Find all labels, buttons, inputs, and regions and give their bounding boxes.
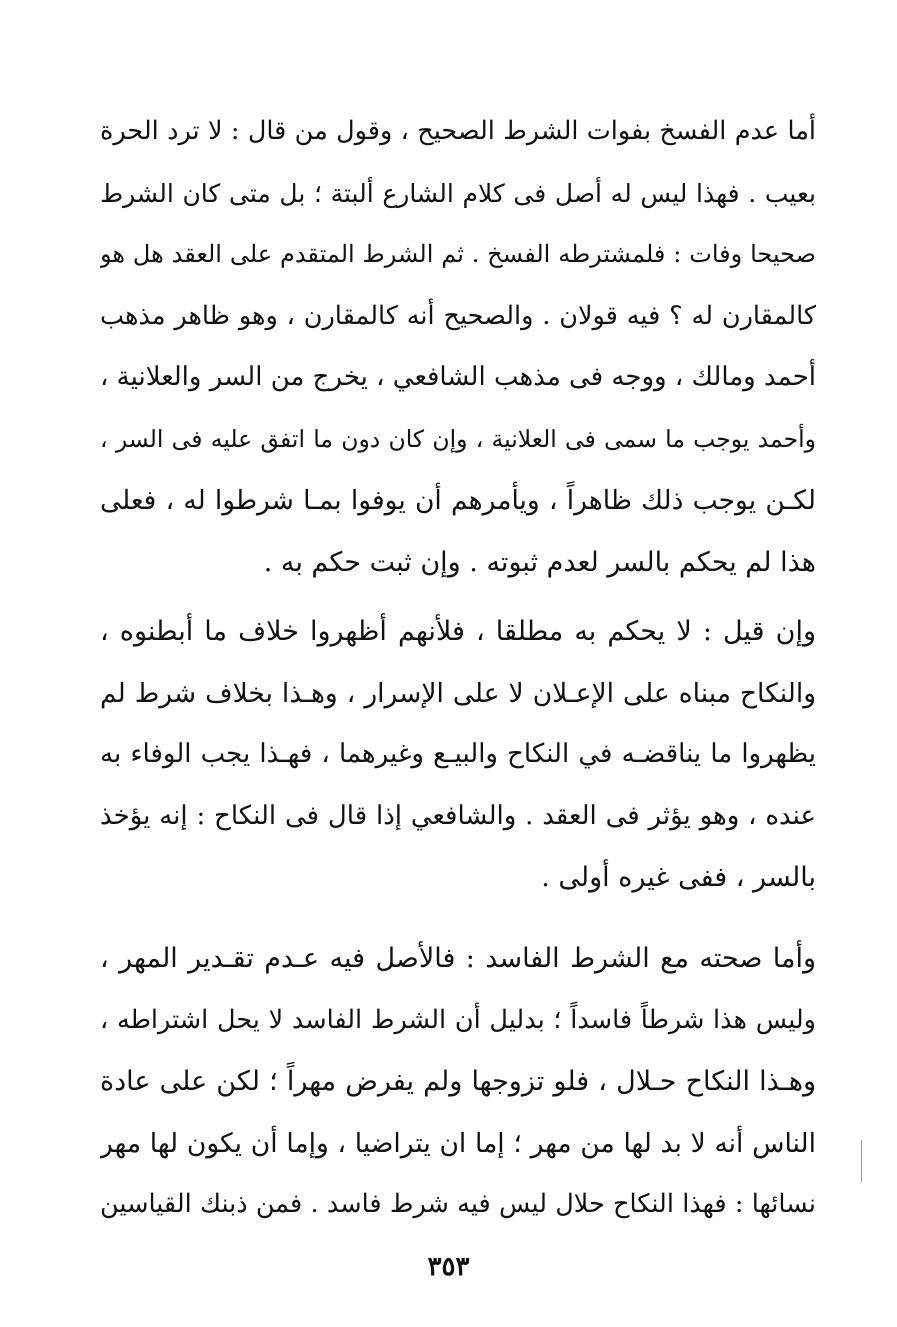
text-line: نسائها : فهذا النكاح حلال ليس فيه شرط فاسد . فمن ذبنك القياسين bbox=[100, 1189, 816, 1219]
margin-mark bbox=[861, 1140, 862, 1182]
text-line: أحمد ومالك ، ووجه فى مذهب الشافعي ، يخرج من السر والعلانية ، bbox=[100, 362, 816, 392]
paragraph-3 bbox=[100, 928, 816, 1236]
text-line: أما عدم الفسخ بفوات الشرط الصحيح ، وقول من قال : لا ترد الحرة bbox=[100, 116, 816, 146]
text-line: بالسر ، ففى غيره أولى . bbox=[541, 862, 816, 893]
text-line: الناس أنه لا بد لها من مهر ؛ إما ان يتراضيا ، وإما أن يكون لها مهر bbox=[100, 1127, 816, 1159]
text-line: وليس هذا شرطاً فاسداً ؛ بدليل أن الشرط الفاسد لا يحل اشتراطه ، bbox=[100, 1004, 816, 1035]
page-number: ٣٥٣ bbox=[427, 1252, 470, 1282]
text-line: بعيب . فهذا ليس له أصل فى كلام الشارع ألبتة ؛ بل متى كان الشرط bbox=[100, 178, 816, 208]
text-line: عنده ، وهو يؤثر فى العقد . والشافعي إذا قال فى النكاح : إنه يؤخذ bbox=[100, 800, 816, 831]
text-line: وهـذا النكاح حـلال ، فلو تزوجها ولم يفرض مهراً ؛ لكن على عادة bbox=[100, 1066, 816, 1097]
text-line: وأما صحته مع الشرط الفاسد : فالأصل فيه عـدم تقـدير المهر ، bbox=[100, 943, 816, 974]
paragraph-1 bbox=[100, 101, 816, 593]
text-line: وإن قيل : لا يحكم به مطلقا ، فلأنهم أظهروا خلاف ما أبطنوه ، bbox=[100, 616, 816, 647]
text-line: يظهروا ما يناقضـه في النكاح والبيـع وغيرهما ، فهـذا يجب الوفاء به bbox=[100, 739, 816, 769]
text-line: لكـن يوجب ذلك ظاهراً ، ويأمرهم أن يوفوا بمـا شرطوا له ، فعلى bbox=[100, 485, 816, 516]
text-line: صحيحا وفات : فلمشترطه الفسخ . ثم الشرط المتقدم على العقد هل هو bbox=[100, 240, 816, 268]
text-line: هذا لم يحكم بالسر لعدم ثبوته . وإن ثبت حكم به . bbox=[263, 546, 816, 578]
text-line: والنكاح مبناه على الإعـلان لا على الإسرار ، وهـذا بخلاف شرط لم bbox=[100, 677, 816, 709]
paragraph-2 bbox=[100, 601, 816, 909]
text-line: وأحمد يوجب ما سمى فى العلانية ، وإن كان دون ما اتفق عليه فى السر ، bbox=[100, 424, 816, 453]
text-line: كالمقارن له ؟ فيه قولان . والصحيح أنه كالمقارن ، وهو ظاهر مذهب bbox=[100, 300, 816, 331]
